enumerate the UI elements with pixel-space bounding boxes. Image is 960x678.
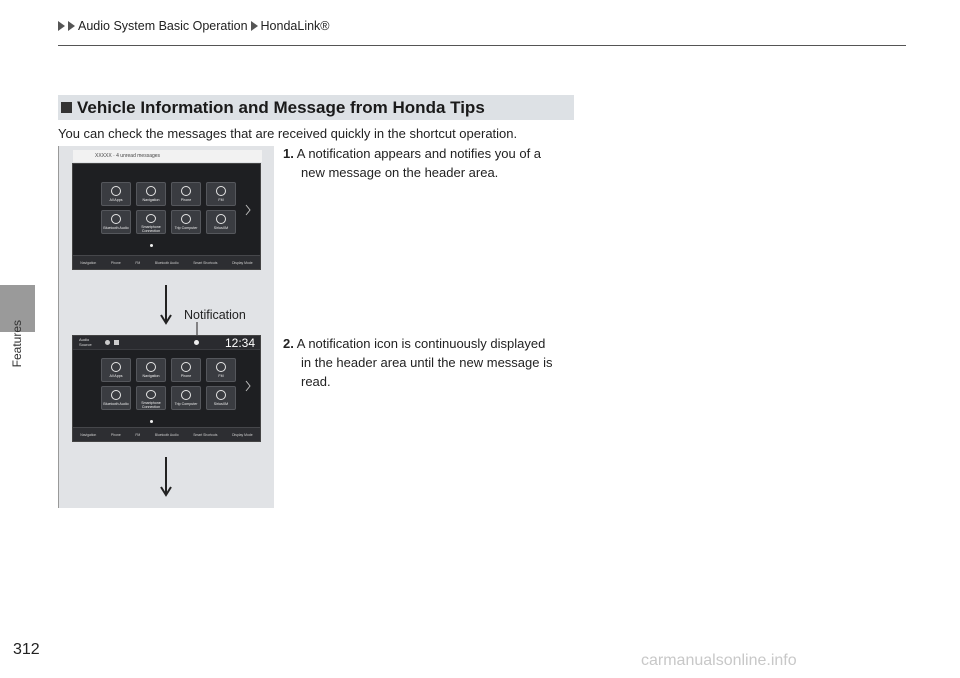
- tile-label: Phone: [180, 198, 192, 202]
- page-indicator-dot: [150, 420, 153, 423]
- step-text: in the header area until the new message is: [301, 355, 553, 370]
- tile-trip-computer: [171, 386, 201, 410]
- bottom-bar-item: Display Mode: [232, 432, 253, 437]
- audio-source-line: Audio: [79, 337, 90, 342]
- tile-label: Trip Computer: [174, 402, 198, 406]
- header-rule: [58, 45, 906, 46]
- tile-navigation: [136, 358, 166, 382]
- tile-label: Trip Computer: [174, 226, 198, 230]
- phone-icon: [181, 362, 191, 372]
- step-text: A notification appears and notifies you of a: [296, 146, 542, 161]
- clock: 12:34: [224, 336, 255, 350]
- bluetooth-icon: [111, 214, 121, 224]
- app-grid: [101, 182, 236, 234]
- tile-all-apps: [101, 358, 131, 382]
- bottom-bar-item: Phone: [110, 432, 121, 437]
- screen-bottom-bar: [73, 427, 260, 441]
- bottom-bar-item: Display Mode: [232, 260, 253, 265]
- navigation-icon: [146, 362, 156, 372]
- tile-label: Phone: [180, 374, 192, 378]
- bluetooth-icon: [111, 390, 121, 400]
- screen-notification-header: [72, 153, 261, 270]
- chapter-label: Features: [10, 320, 24, 368]
- radio-icon: [216, 186, 226, 196]
- step-line: [283, 336, 545, 351]
- tile-smartphone-connection: [136, 210, 166, 234]
- breadcrumb-arrow-icon: [58, 21, 65, 31]
- notification-callout-label: Notification: [184, 308, 246, 322]
- tile-fm: [206, 182, 236, 206]
- screen-status-header: [73, 336, 260, 350]
- bottom-bar-item: Smart Shortcuts: [193, 260, 218, 265]
- section-square-icon: [61, 102, 72, 113]
- radio-icon: [216, 362, 226, 372]
- tile-label: All Apps: [109, 198, 123, 202]
- all-apps-icon: [111, 186, 121, 196]
- bottom-bar-item: FM: [135, 260, 141, 265]
- smartphone-icon: [146, 214, 156, 223]
- arrow-down-icon: [160, 457, 172, 497]
- tile-label: Navigation: [142, 374, 160, 378]
- step-number: 1.: [283, 146, 294, 161]
- phone-icon: [181, 186, 191, 196]
- satellite-icon: [216, 214, 226, 224]
- tile-phone: [171, 358, 201, 382]
- tile-label: Navigation: [142, 198, 160, 202]
- bottom-bar-item: FM: [135, 432, 141, 437]
- bluetooth-status-icon: [105, 340, 110, 345]
- tile-label: Bluetooth Audio: [103, 226, 129, 230]
- fuel-pump-icon: [181, 214, 191, 224]
- volume-icon: [114, 340, 119, 345]
- tile-label: Bluetooth Audio: [103, 402, 129, 406]
- screen-header-banner: XXXXX · 4 unread messages: [73, 150, 262, 162]
- intro-text: You can check the messages that are received quickly in the shortcut operation.: [58, 126, 518, 141]
- breadcrumb-item[interactable]: HondaLink®: [260, 19, 330, 33]
- bottom-bar-item: Bluetooth Audio: [154, 432, 179, 437]
- tile-siriusxm: [206, 210, 236, 234]
- tile-label: Smartphone Connection: [141, 401, 161, 409]
- all-apps-icon: [111, 362, 121, 372]
- step-text: new message on the header area.: [301, 165, 499, 180]
- bottom-bar-item: Navigation: [80, 260, 97, 265]
- tile-label: Smartphone Connection: [141, 225, 161, 233]
- section-title: Vehicle Information and Message from Honda Tips: [77, 97, 485, 117]
- bottom-bar-item: Bluetooth Audio: [154, 260, 179, 265]
- tile-navigation: [136, 182, 166, 206]
- bottom-bar-item: Phone: [110, 260, 121, 265]
- smartphone-icon: [146, 390, 156, 399]
- breadcrumb-arrow-icon: [251, 21, 258, 31]
- step-2: [283, 334, 578, 391]
- tile-bluetooth-audio: [101, 386, 131, 410]
- breadcrumb-item[interactable]: Audio System Basic Operation: [78, 19, 248, 33]
- arrow-down-icon: [160, 285, 172, 325]
- audio-source-line: Source: [79, 341, 92, 347]
- screen-bottom-bar: [73, 255, 260, 269]
- tile-label: SiriusXM: [213, 402, 229, 406]
- screen-notification-icon: [72, 335, 261, 442]
- navigation-icon: [146, 186, 156, 196]
- chevron-right-icon: [245, 380, 251, 392]
- satellite-icon: [216, 390, 226, 400]
- chevron-right-icon: [245, 204, 251, 216]
- tile-siriusxm: [206, 386, 236, 410]
- step-text: A notification icon is continuously displayed: [296, 336, 546, 351]
- breadcrumb-arrow-icon: [68, 21, 75, 31]
- breadcrumb: [58, 19, 330, 33]
- audio-source-label: [79, 338, 92, 347]
- bottom-bar-item: Navigation: [80, 432, 97, 437]
- tile-smartphone-connection: [136, 386, 166, 410]
- app-grid: [101, 358, 236, 410]
- bottom-bar-item: Smart Shortcuts: [193, 432, 218, 437]
- tile-label: FM: [218, 198, 224, 202]
- notification-icon: [194, 340, 199, 345]
- tile-all-apps: [101, 182, 131, 206]
- step-line: [283, 146, 541, 161]
- tile-trip-computer: [171, 210, 201, 234]
- page-indicator-dot: [150, 244, 153, 247]
- page-number: 312: [13, 641, 40, 658]
- tile-phone: [171, 182, 201, 206]
- tile-bluetooth-audio: [101, 210, 131, 234]
- section-heading: [58, 95, 574, 120]
- tile-label: FM: [218, 374, 224, 378]
- fuel-pump-icon: [181, 390, 191, 400]
- tile-label: All Apps: [109, 374, 123, 378]
- step-1: [283, 144, 578, 182]
- tile-fm: [206, 358, 236, 382]
- chapter-tab-label: [9, 318, 25, 370]
- tile-label: SiriusXM: [213, 226, 229, 230]
- step-text: read.: [301, 374, 331, 389]
- step-number: 2.: [283, 336, 294, 351]
- watermark: carmanualsonline.info: [641, 652, 797, 669]
